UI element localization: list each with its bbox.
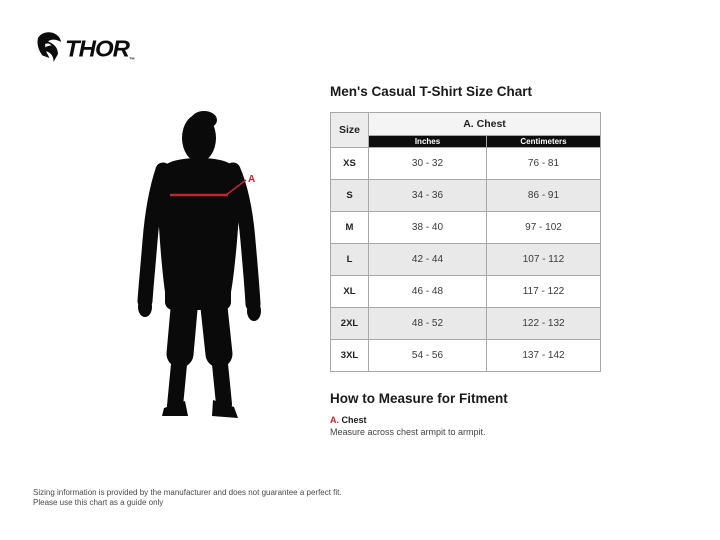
cm-value: 122 - 132: [487, 308, 601, 340]
table-row-2xl: [331, 308, 601, 340]
inches-value: 54 - 56: [369, 340, 487, 372]
size-label: 2XL: [331, 308, 369, 340]
cm-value: 107 - 112: [487, 244, 601, 276]
cm-value: 137 - 142: [487, 340, 601, 372]
header-size: Size: [331, 113, 369, 148]
table-row-xs: [331, 148, 601, 180]
brand-logo: [35, 31, 134, 68]
table-row-s: [331, 180, 601, 212]
disclaimer-text: [33, 488, 342, 508]
measure-description: Measure across chest armpit to armpit.: [330, 427, 486, 437]
trademark-symbol: ™: [129, 57, 134, 63]
table-row-m: [331, 212, 601, 244]
table-row-3xl: [331, 340, 601, 372]
chest-annotation-letter: A: [248, 174, 256, 185]
brand-wordmark: THOR™: [65, 36, 134, 63]
inches-value: 46 - 48: [369, 276, 487, 308]
header-centimeters: Centimeters: [487, 136, 601, 148]
cm-value: 76 - 81: [487, 148, 601, 180]
size-label: XL: [331, 276, 369, 308]
measure-label-text: Chest: [341, 415, 367, 425]
inches-value: 34 - 36: [369, 180, 487, 212]
inches-value: 42 - 44: [369, 244, 487, 276]
size-label: S: [331, 180, 369, 212]
size-label: L: [331, 244, 369, 276]
size-table: [330, 112, 601, 372]
silhouette-body: [138, 111, 261, 418]
header-chest-group: A. Chest: [369, 113, 601, 136]
disclaimer-line-2: Please use this chart as a guide only: [33, 498, 164, 507]
disclaimer-line-1: Sizing information is provided by the manufacturer and does not guarantee a perfect fit.: [33, 488, 342, 497]
measure-label-letter: A.: [330, 415, 339, 425]
measure-label: [330, 415, 367, 425]
table-row-xl: [331, 276, 601, 308]
thor-horned-helmet-icon: [35, 31, 62, 68]
size-label: 3XL: [331, 340, 369, 372]
cm-value: 117 - 122: [487, 276, 601, 308]
header-inches: Inches: [369, 136, 487, 148]
size-label: M: [331, 212, 369, 244]
table-row-l: [331, 244, 601, 276]
male-silhouette-figure: [112, 96, 312, 426]
measure-heading: How to Measure for Fitment: [330, 391, 508, 406]
size-label: XS: [331, 148, 369, 180]
inches-value: 30 - 32: [369, 148, 487, 180]
inches-value: 38 - 40: [369, 212, 487, 244]
inches-value: 48 - 52: [369, 308, 487, 340]
cm-value: 86 - 91: [487, 180, 601, 212]
cm-value: 97 - 102: [487, 212, 601, 244]
page-title: Men's Casual T-Shirt Size Chart: [330, 84, 533, 99]
